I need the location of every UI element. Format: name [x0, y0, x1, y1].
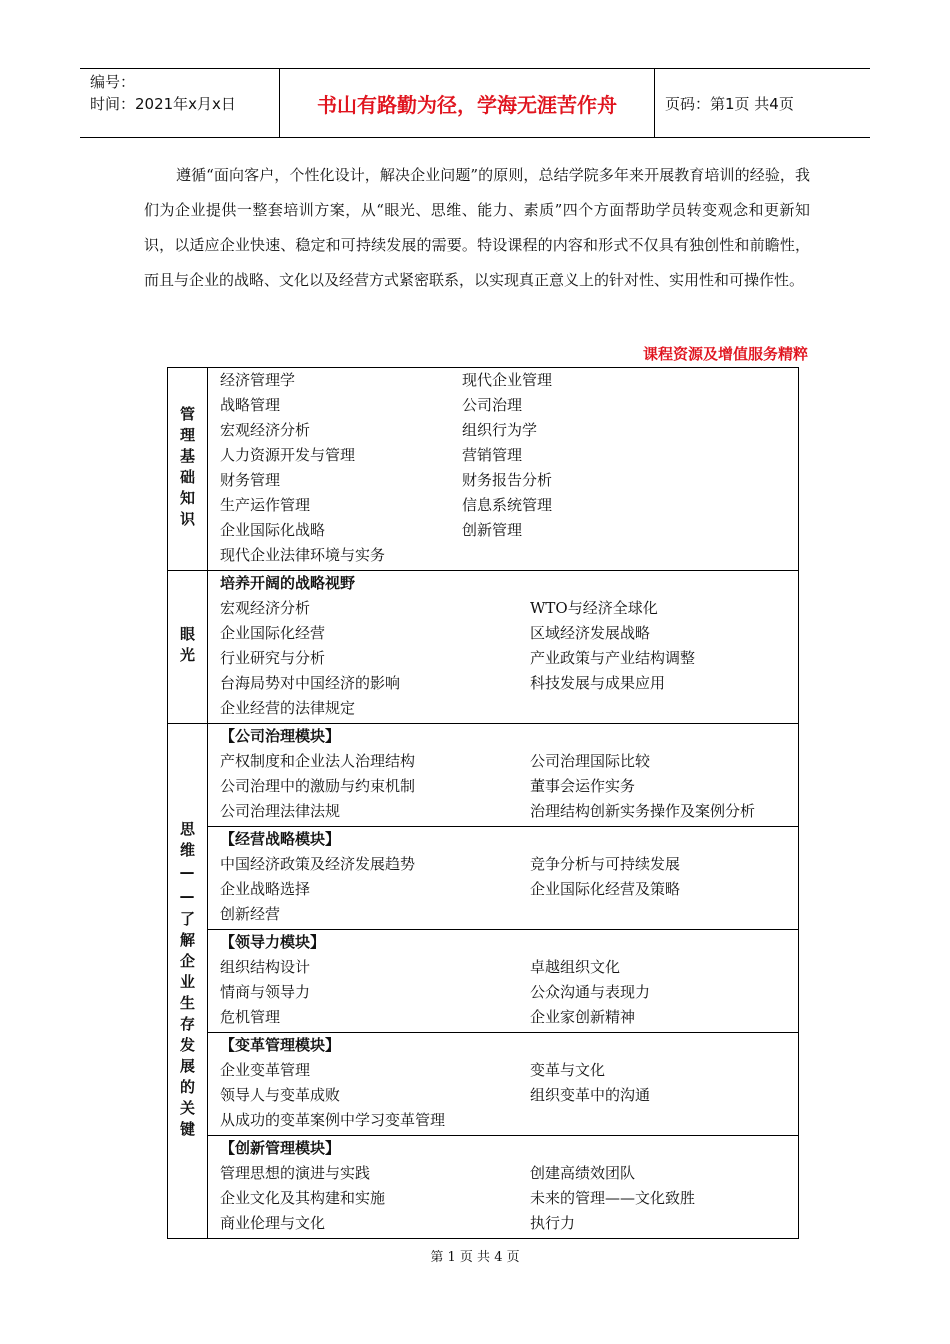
document-number-label: 编号：: [90, 73, 136, 91]
course-item: 企业经营的法律规定: [220, 699, 356, 717]
course-row: [220, 543, 798, 568]
course-item: 人力资源开发与管理: [220, 446, 356, 464]
module-title: 【领导力模块】: [220, 933, 326, 951]
module-title: 培养开阔的战略视野: [220, 574, 356, 592]
course-item: 企业战略选择: [220, 880, 311, 898]
course-item: 科技发展与成果应用: [530, 674, 666, 692]
course-item: 公司治理法律法规: [220, 802, 341, 820]
course-item: 创新管理: [462, 521, 523, 539]
module-title: 【经营战略模块】: [220, 830, 341, 848]
category-label: 眼光: [178, 626, 196, 668]
intro-paragraph: 遵循“面向客户，个性化设计，解决企业问题”的原则，总结学院多年来开展教育培训的经验，我们为企业提供一整套培训方案，从“眼光、思维、能力、素质”四个方面帮助学员转变观念和更新知识，以适应企业快速、稳定和可持续发展的需要。特设课程的内容和形式不仅具有独创性和前瞻性，而且与企业的战略、文化以及经营方式紧密联系，以实现真正意义上的针对性、实用性和可操作性。: [144, 166, 810, 289]
header-motto: 书山有路勤为径，学海无涯苦作舟: [280, 69, 655, 137]
course-row: [220, 596, 798, 621]
course-table: [167, 367, 799, 1239]
course-item: 管理思想的演进与实践: [220, 1164, 371, 1182]
page-header: [80, 68, 870, 138]
course-item: 行业研究与分析: [220, 649, 326, 667]
course-item: 危机管理: [220, 1008, 281, 1026]
course-item: 公司治理国际比较: [530, 752, 651, 770]
table-section: [168, 368, 798, 571]
course-item: 企业国际化经营: [220, 624, 326, 642]
table-section: [168, 724, 798, 1238]
course-item: 宏观经济分析: [220, 421, 311, 439]
course-item: 从成功的变革案例中学习变革管理: [220, 1111, 446, 1129]
section-content: [208, 571, 798, 723]
course-item: 经济管理学: [220, 371, 296, 389]
course-item: 企业变革管理: [220, 1061, 311, 1079]
category-cell: [168, 724, 208, 1238]
course-module: [208, 724, 798, 827]
course-module: [208, 930, 798, 1033]
course-item: 企业国际化战略: [220, 521, 326, 539]
course-item: 董事会运作实务: [530, 777, 636, 795]
module-title: 【变革管理模块】: [220, 1036, 341, 1054]
course-item: 情商与领导力: [220, 983, 311, 1001]
category-label: 思维——了解企业生存发展的关键: [178, 820, 196, 1142]
course-item: 生产运作管理: [220, 496, 311, 514]
course-module: [208, 368, 798, 570]
course-row: [220, 749, 798, 774]
course-item: 创建高绩效团队: [530, 1164, 636, 1182]
course-row: [220, 1083, 798, 1108]
category-cell: [168, 368, 208, 570]
course-row: [220, 1161, 798, 1186]
section-subtitle: 课程资源及增值服务精粹: [642, 345, 808, 363]
course-item: 变革与文化: [530, 1061, 606, 1079]
course-item: 组织变革中的沟通: [530, 1086, 651, 1104]
header-meta: [80, 69, 280, 137]
course-row: [220, 646, 798, 671]
course-item: 企业家创新精神: [530, 1008, 636, 1026]
course-item: 公司治理: [462, 396, 523, 414]
course-row: [220, 368, 798, 393]
course-item: 宏观经济分析: [220, 599, 311, 617]
course-item: 区域经济发展战略: [530, 624, 651, 642]
course-item: WTO与经济全球化: [530, 599, 658, 617]
course-module: [208, 827, 798, 930]
course-item: 财务管理: [220, 471, 281, 489]
module-title: 【创新管理模块】: [220, 1139, 341, 1157]
course-module: [208, 1033, 798, 1136]
course-item: 企业国际化经营及策略: [530, 880, 681, 898]
course-row: [220, 518, 798, 543]
course-item: 组织行为学: [462, 421, 538, 439]
course-row: [220, 671, 798, 696]
course-item: 中国经济政策及经济发展趋势: [220, 855, 416, 873]
category-label: 管理基础知识: [178, 406, 196, 532]
course-row: [220, 1108, 798, 1133]
course-item: 产业政策与产业结构调整: [530, 649, 696, 667]
course-row: [220, 774, 798, 799]
module-title: 【公司治理模块】: [220, 727, 341, 745]
course-row: [220, 418, 798, 443]
course-row: [220, 621, 798, 646]
course-item: 现代企业法律环境与实务: [220, 546, 386, 564]
course-item: 企业文化及其构建和实施: [220, 1189, 386, 1207]
course-item: 产权制度和企业法人治理结构: [220, 752, 416, 770]
course-item: 执行力: [530, 1214, 576, 1232]
course-row: [220, 980, 798, 1005]
course-row: [220, 443, 798, 468]
course-row: [220, 493, 798, 518]
course-row: [220, 1058, 798, 1083]
course-item: 营销管理: [462, 446, 523, 464]
course-item: 台海局势对中国经济的影响: [220, 674, 401, 692]
course-item: 现代企业管理: [462, 371, 553, 389]
course-item: 公司治理中的激励与约束机制: [220, 777, 416, 795]
course-item: 治理结构创新实务操作及案例分析: [530, 802, 756, 820]
course-item: 竞争分析与可持续发展: [530, 855, 681, 873]
course-item: 领导人与变革成败: [220, 1086, 341, 1104]
course-row: [220, 877, 798, 902]
table-section: [168, 571, 798, 724]
section-content: [208, 724, 798, 1238]
course-item: 未来的管理——文化致胜: [530, 1189, 696, 1207]
course-item: 战略管理: [220, 396, 281, 414]
course-module: [208, 571, 798, 723]
document-date: 时间：2021年x月x日: [90, 95, 236, 113]
course-row: [220, 902, 798, 927]
course-row: [220, 1211, 798, 1236]
course-item: 创新经营: [220, 905, 281, 923]
course-item: 商业伦理与文化: [220, 1214, 326, 1232]
course-item: 公众沟通与表现力: [530, 983, 651, 1001]
course-row: [220, 852, 798, 877]
course-module: [208, 1136, 798, 1238]
course-item: 信息系统管理: [462, 496, 553, 514]
course-row: [220, 393, 798, 418]
course-item: 财务报告分析: [462, 471, 553, 489]
course-row: [220, 955, 798, 980]
course-row: [220, 1186, 798, 1211]
course-row: [220, 1005, 798, 1030]
category-cell: [168, 571, 208, 723]
section-content: [208, 368, 798, 570]
course-item: 组织结构设计: [220, 958, 311, 976]
course-item: 卓越组织文化: [530, 958, 621, 976]
course-row: [220, 696, 798, 721]
page-footer: 第 1 页 共 4 页: [430, 1250, 520, 1265]
course-row: [220, 468, 798, 493]
course-row: [220, 799, 798, 824]
header-page-number: 页码：第1页 共4页: [665, 94, 794, 113]
